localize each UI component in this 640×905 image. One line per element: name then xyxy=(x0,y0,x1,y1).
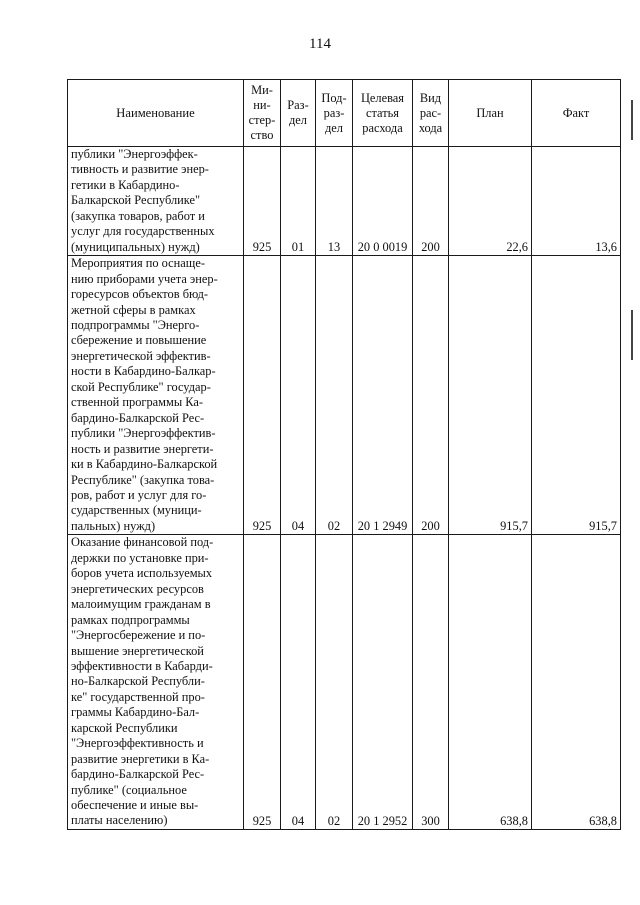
scan-edge-mark xyxy=(631,100,633,140)
header-target-item-label: Целевая статья расхода xyxy=(360,90,405,135)
header-name xyxy=(68,80,244,147)
row-fact: 13,6 xyxy=(532,147,621,256)
row-fact: 638,8 xyxy=(532,535,621,830)
row-subsection: 02 xyxy=(316,535,353,830)
row-name-cell xyxy=(68,535,244,830)
row-fact: 915,7 xyxy=(532,256,621,535)
table-row xyxy=(68,147,621,256)
header-plan xyxy=(449,80,532,147)
header-target-item xyxy=(353,80,413,147)
page-number: 114 xyxy=(309,36,331,52)
header-expense-type-label: Вид рас- хода xyxy=(418,90,443,135)
row-target-item: 20 1 2949 xyxy=(353,256,413,535)
row-subsection: 02 xyxy=(316,256,353,535)
scan-edge-mark xyxy=(631,310,633,360)
row-name-cell xyxy=(68,147,244,256)
row-target-item: 20 0 0019 xyxy=(353,147,413,256)
row-target-item: 20 1 2952 xyxy=(353,535,413,830)
budget-table xyxy=(67,79,621,830)
row-name-cell xyxy=(68,256,244,535)
header-section-label: Раз- дел xyxy=(287,98,309,127)
header-fact-label: Факт xyxy=(562,105,590,120)
row-ministry: 925 xyxy=(244,256,281,535)
row-plan: 915,7 xyxy=(449,256,532,535)
row-subsection: 13 xyxy=(316,147,353,256)
row-plan: 22,6 xyxy=(449,147,532,256)
row-name: публики "Энергоэффек- тивность и развитие энер- гетики в Кабардино- Балкарской Республике" (закупка товаров, работ и услуг для государственных (муниципальных) нужд) xyxy=(71,147,215,254)
header-ministry-label: Ми- ни- стер- ство xyxy=(248,83,276,142)
table-row xyxy=(68,535,621,830)
row-section: 04 xyxy=(281,535,316,830)
header-subsection xyxy=(316,80,353,147)
header-subsection-label: Под- раз- дел xyxy=(321,90,347,135)
header-fact xyxy=(532,80,621,147)
header-section xyxy=(281,80,316,147)
table-header-row xyxy=(68,80,621,147)
header-name-label: Наименование xyxy=(116,105,195,120)
header-ministry xyxy=(244,80,281,147)
row-expense-type: 300 xyxy=(413,535,449,830)
row-ministry: 925 xyxy=(244,535,281,830)
row-ministry: 925 xyxy=(244,147,281,256)
row-name: Мероприятия по оснаще- нию приборами учета энер- горесурсов объектов бюд- жетной сферы в рамках подпрограммы "Энерго- сбережение и повышение энергетической эффектив- ности в Кабардино-Балкар- ской Республике" государ- ственной программы Ка- бардино-Балкарской Рес- публики "Энергоэффектив- ность и развитие энергети- ки в Кабардино-Балкарской Республике" (закупка това- ров, работ и услуг для го- сударственных (муници- пальных) нужд) xyxy=(71,256,218,533)
row-name: Оказание финансовой под- держки по установке при- боров учета используемых энергетических ресурсов малоимущим гражданам в рамках подпрограммы "Энергосбережение и по- вышение энергетической эффективности в Кабарди- но-Балкарской Республи- ке" государственной про- граммы Кабардино-Бал- карской Республики "Энергоэффективность и развитие энергетики в Ка- бардино-Балкарской Рес- публике" (социальное обеспечение и иные вы- платы населению) xyxy=(71,535,214,828)
row-plan: 638,8 xyxy=(449,535,532,830)
header-expense-type xyxy=(413,80,449,147)
row-expense-type: 200 xyxy=(413,147,449,256)
row-section: 04 xyxy=(281,256,316,535)
header-plan-label: План xyxy=(476,105,504,120)
table-row xyxy=(68,256,621,535)
row-section: 01 xyxy=(281,147,316,256)
row-expense-type: 200 xyxy=(413,256,449,535)
